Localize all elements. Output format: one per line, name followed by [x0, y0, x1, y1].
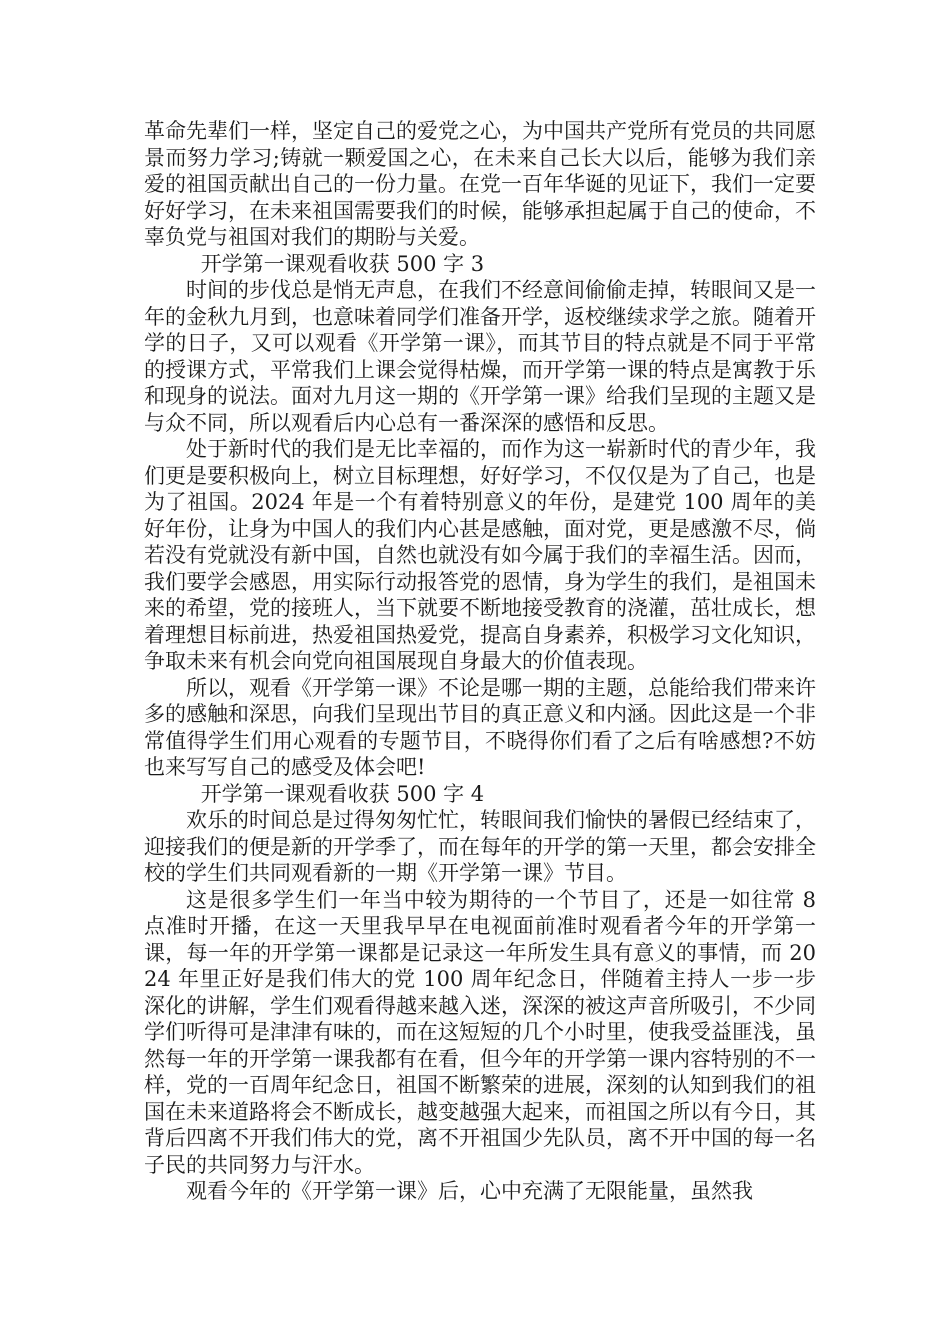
document-body [144, 118, 816, 1205]
section-heading-3: 开学第一课观看收获 500 字 3 [200, 251, 485, 276]
section-heading-4: 开学第一课观看收获 500 字 4 [200, 781, 485, 806]
paragraph: 所以，观看《开学第一课》不论是哪一期的主题，总能给我们带来许多的感触和深思，向我们呈现出节目的真正意义和内涵。因此这是一个非常值得学生们用心观看的专题节目，不晓得你们看了之后有啥感想?不妨也来写写自己的感受及体会吧! [144, 675, 816, 779]
paragraph: 欢乐的时间总是过得匆匆忙忙，转眼间我们愉快的暑假已经结束了，迎接我们的便是新的开学季了，而在每年的开学的第一天里，都会安排全校的学生们共同观看新的一期《开学第一课》节目。 [144, 808, 816, 885]
paragraph: 处于新时代的我们是无比幸福的，而作为这一崭新时代的青少年，我们更是要积极向上，树立目标理想，好好学习，不仅仅是为了自己，也是为了祖国。2024 年是一个有着特别意义的年份，是建党 100 周年的美好年份，让身为中国人的我们内心甚是感触，面对党，更是感激不尽，倘若没有党就没有新中国，自然也就没有如今属于我们的幸福生活。因而，我们要学会感恩，用实际行动报答党的恩情，身为学生的我们，是祖国未来的希望，党的接班人，当下就要不断地接受教育的浇灌，茁壮成长，想着理想目标前进，热爱祖国热爱党，提高自身素养，积极学习文化知识，争取未来有机会向党向祖国展现自身最大的价值表现。 [144, 437, 816, 673]
paragraph: 观看今年的《开学第一课》后，心中充满了无限能量，虽然我 [186, 1179, 753, 1203]
paragraph-continuation: 革命先辈们一样，坚定自己的爱党之心，为中国共产党所有党员的共同愿景而努力学习;铸就一颗爱国之心，在未来自己长大以后，能够为我们亲爱的祖国贡献出自己的一份力量。在党一百年华诞的见证下，我们一定要好好学习，在未来祖国需要我们的时候，能够承担起属于自己的使命，不辜负党与祖国对我们的期盼与关爱。 [144, 119, 816, 249]
paragraph: 时间的步伐总是悄无声息，在我们不经意间偷偷走掉，转眼间又是一年的金秋九月到，也意味着同学们准备开学，返校继续求学之旅。随着开学的日子，又可以观看《开学第一课》，而其节目的特点就是不同于平常的授课方式，平常我们上课会觉得枯燥，而开学第一课的特点是寓教于乐和现身的说法。面对九月这一期的《开学第一课》给我们呈现的主题又是与众不同，所以观看后内心总有一番深深的感悟和反思。 [144, 278, 816, 435]
paragraph: 这是很多学生们一年当中较为期待的一个节目了，还是一如往常 8 点准时开播，在这一天里我早早在电视面前准时观看者今年的开学第一课，每一年的开学第一课都是记录这一年所发生具有意义的事情，而 2024 年里正好是我们伟大的党 100 周年纪念日，伴随着主持人一步一步深化的讲解，学生们观看得越来越入迷，深深的被这声音所吸引，不少同学们听得可是津津有味的，而在这短短的几个小时里，使我受益匪浅，虽然每一年的开学第一课我都有在看，但今年的开学第一课内容特别的不一样，党的一百周年纪念日，祖国不断繁荣的进展，深刻的认知到我们的祖国在未来道路将会不断成长，越变越强大起来，而祖国之所以有今日，其背后四离不开我们伟大的党，离不开祖国少先队员，离不开中国的每一名子民的共同努力与汗水。 [144, 887, 816, 1177]
